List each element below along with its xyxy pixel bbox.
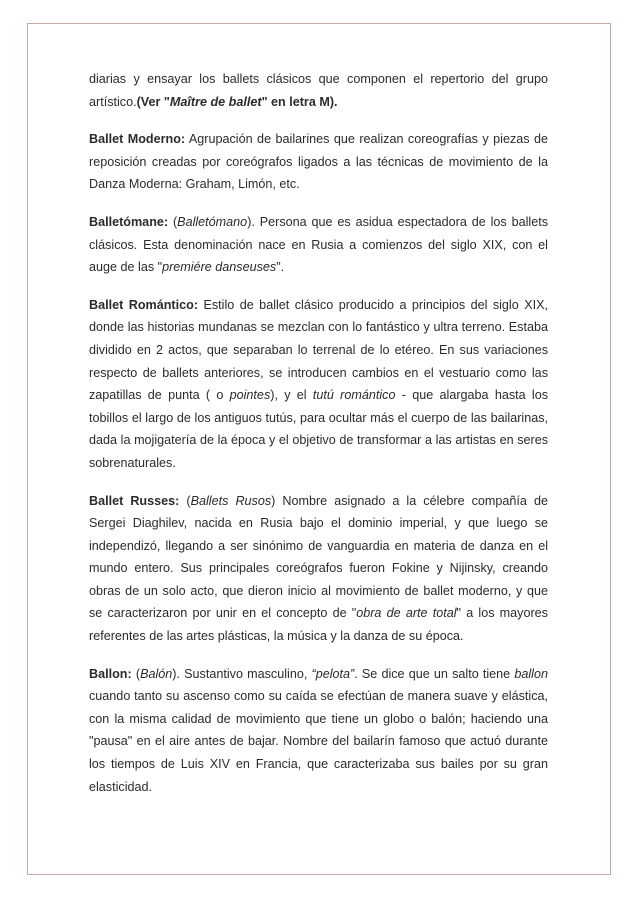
- document-body: [89, 68, 548, 813]
- entry-balletomane: Balletómane: (Balletómano). Persona que es asidua espectadora de los ballets clásicos. Esta denominación nace en Rusia a comienzos del siglo XIX, con el auge de las "premiére danseuses".: [89, 214, 549, 275]
- entry-ballet-russes: Ballet Russes: (Ballets Rusos) Nombre asignado a la célebre compañía de Sergei Diaghilev, nacida en Rusia bajo el dominio imperial, y que luego se independizó, llegando a ser sinónimo de vanguardia en materia de danza en el mundo entero. Sus principales coreógrafos fueron Fokine y Nijinsky, creando obras de un solo acto, que dieron inicio al movimiento de ballet moderno, y que se caracterizaron por unir en el concepto de "obra de arte total" a los mayores referentes de las artes plásticas, la música y la danza de su época.: [89, 493, 548, 644]
- entry-text: diarias y ensayar los ballets clásicos que componen el repertorio del grupo artístico.: [89, 72, 548, 109]
- entry-term: Ballon:: [89, 666, 132, 681]
- cross-reference: (Ver "Maître de ballet" en letra M).: [136, 94, 338, 109]
- entry-term: Ballet Romántico:: [89, 297, 199, 312]
- cross-reference-term: Maître de ballet: [169, 94, 262, 109]
- entry-term: Ballet Moderno:: [89, 132, 186, 147]
- entry-ballet-romantico: Ballet Romántico: Estilo de ballet clásico producido a principios del siglo XIX, donde las historias mundanas se mezclan con lo fantástico y ultra terreno. Estaba dividido en 2 actos, que separaban lo terrenal de lo etéreo. En sus variaciones respecto de ballets anteriores, se introducen cambios en el vestuario como las zapatillas de punta ( o pointes), y el tutú romántico - que alargaba hasta los tobillos el largo de los antiguos tutús, para ocultar más el cuerpo de las bailarinas, dada la mojigatería de la época y el objetivo de transformar a las artistas en seres sobrenaturales.: [89, 297, 549, 470]
- entry-term: Ballet Russes:: [89, 493, 180, 508]
- entry-continuation: [89, 68, 548, 113]
- entry-ballon: Ballon: (Balón). Sustantivo masculino, “pelota”. Se dice que un salto tiene ballon cuando tanto su ascenso como su caída se efectúan de manera suave y elástica, con la misma calidad de movimiento que tiene un globo o balón; haciendo una "pausa" en el aire antes de bajar. Nombre del bailarín famoso que actuó durante los tiempos de Luis XIV en Francia, que caracterizaba sus bailes por su gran elasticidad.: [89, 666, 548, 794]
- entry-ballet-moderno: [89, 128, 548, 196]
- entry-definition: Agrupación de bailarines que realizan coreografías y piezas de reposición creadas por coreógrafos ligados a las técnicas de movimiento de la Danza Moderna: Graham, Limón, etc.: [89, 132, 549, 192]
- entry-term: Balletómane:: [89, 214, 169, 229]
